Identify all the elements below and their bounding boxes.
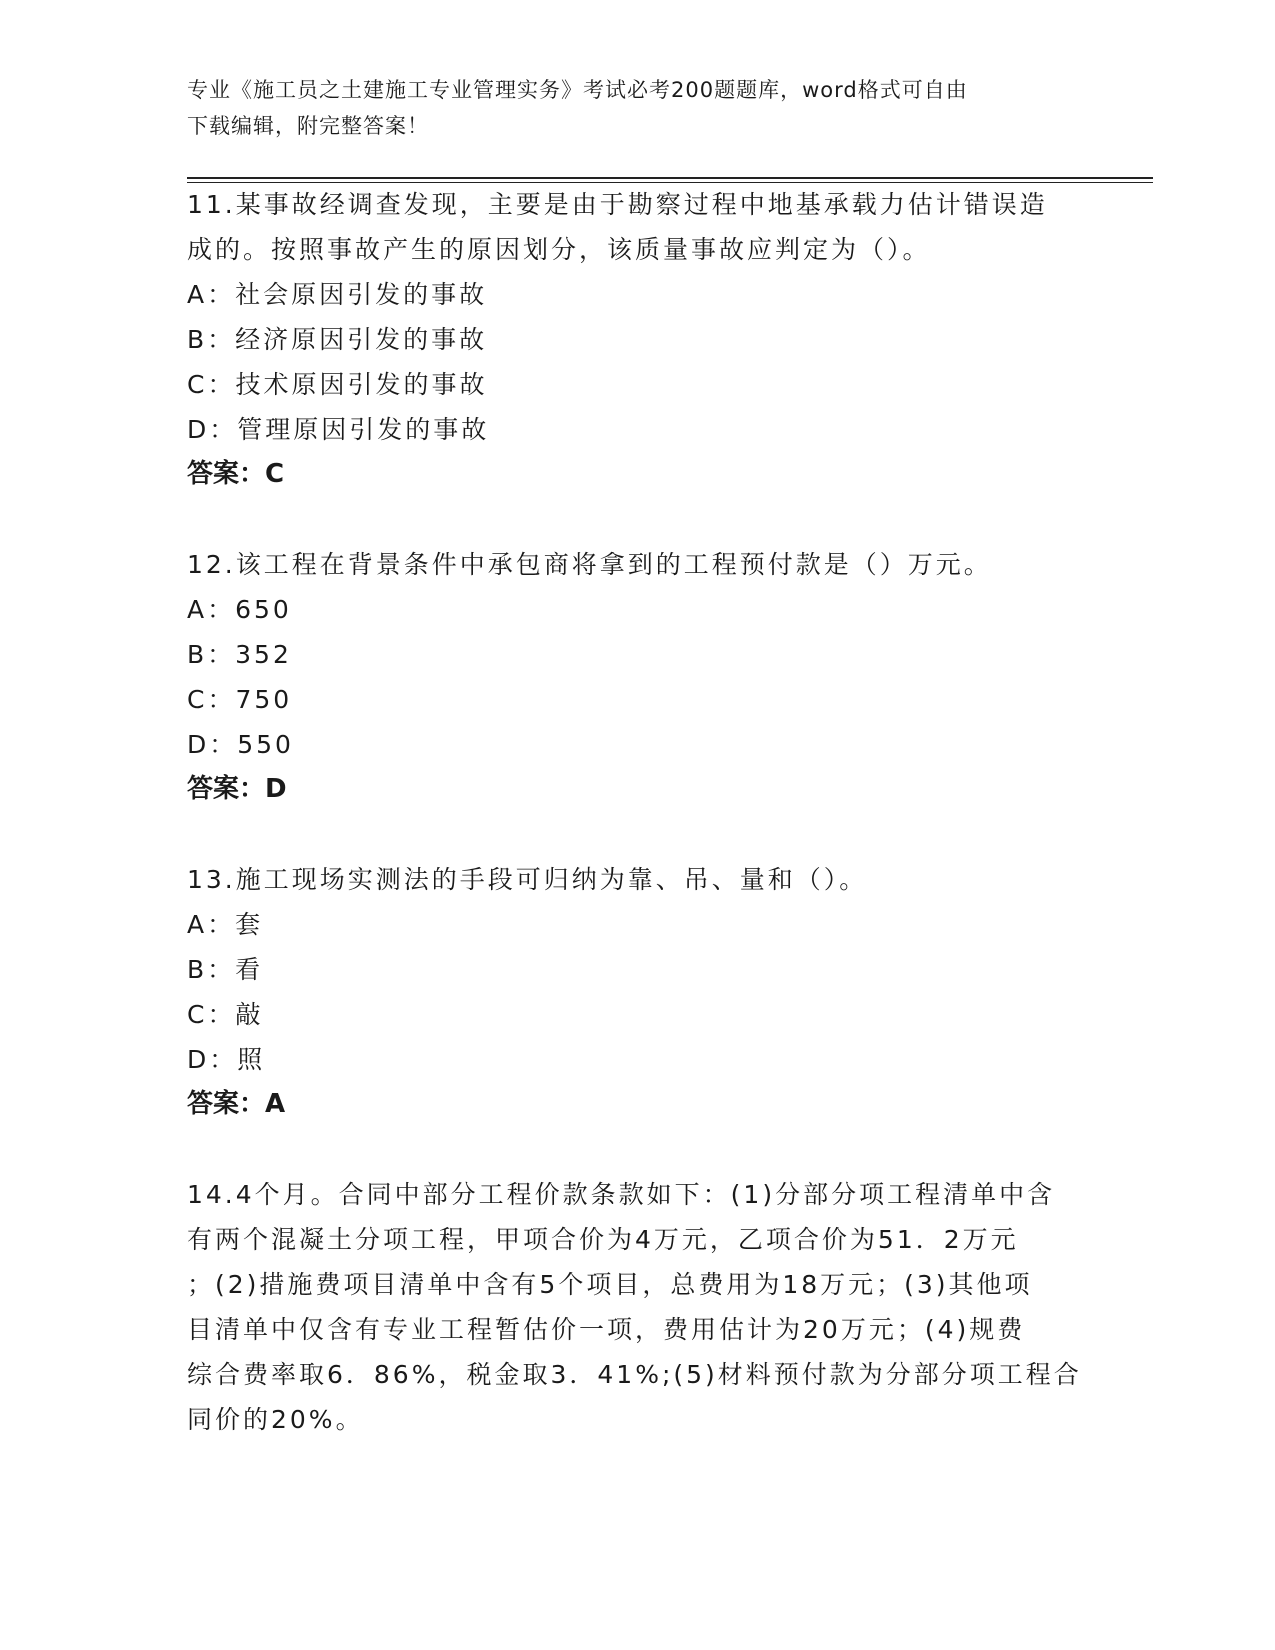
- question-11-option-d: D：管理原因引发的事故: [187, 415, 490, 444]
- question-13-option-c: C：敲: [187, 1000, 264, 1029]
- question-12-option-b: B：352: [187, 640, 292, 669]
- question-12-option-a: A：650: [187, 595, 292, 624]
- question-13-option-a: A：套: [187, 910, 264, 939]
- question-stem-line: 同价的20%。: [187, 1405, 364, 1434]
- question-12-answer: [187, 767, 287, 812]
- question-12-option-c: C：750: [187, 685, 293, 714]
- question-stem-line: 11.某事故经调查发现，主要是由于勘察过程中地基承载力估计错误造: [187, 190, 1048, 219]
- document-header: [187, 72, 1067, 144]
- answer-label: 答案：: [187, 774, 266, 804]
- header-divider-thick: [187, 177, 1153, 179]
- question-13-stem: [187, 857, 1087, 902]
- question-12-stem: [187, 542, 1087, 587]
- question-11-option-a: A：社会原因引发的事故: [187, 280, 488, 309]
- answer-label: 答案：: [187, 1089, 266, 1119]
- question-stem-line: 12.该工程在背景条件中承包商将拿到的工程预付款是（）万元。: [187, 550, 992, 579]
- question-11-stem: [187, 182, 1087, 272]
- header-line-2: 下载编辑，附完整答案！: [187, 114, 429, 138]
- question-stem-line: 目清单中仅含有专业工程暂估价一项，费用估计为20万元；(4)规费: [187, 1315, 1026, 1344]
- question-stem-line: 14.4个月。合同中部分工程价款条款如下：(1)分部分项工程清单中含: [187, 1180, 1056, 1209]
- answer-value: C: [265, 459, 285, 489]
- question-stem-line: 有两个混凝土分项工程，甲项合价为4万元，乙项合价为51．2万元: [187, 1225, 1019, 1254]
- question-13-answer: [187, 1082, 285, 1127]
- question-stem-line: ；(2)措施费项目清单中含有5个项目，总费用为18万元；(3)其他项: [187, 1270, 1033, 1299]
- question-13-option-d: D：照: [187, 1045, 266, 1074]
- answer-value: A: [265, 1089, 286, 1119]
- answer-label: 答案：: [187, 459, 266, 489]
- header-line-1: 专业《施工员之土建施工专业管理实务》考试必考200题题库，word格式可自由: [187, 78, 968, 102]
- question-14-stem: [187, 1172, 1087, 1442]
- question-stem-line: 综合费率取6．86%，税金取3．41%;(5)材料预付款为分部分项工程合: [187, 1360, 1082, 1389]
- question-stem-line: 成的。按照事故产生的原因划分，该质量事故应判定为（）。: [187, 235, 931, 264]
- answer-value: D: [265, 774, 287, 804]
- question-13-option-b: B：看: [187, 955, 264, 984]
- question-12-option-d: D：550: [187, 730, 294, 759]
- question-stem-line: 13.施工现场实测法的手段可归纳为靠、吊、量和（）。: [187, 865, 868, 894]
- question-11-option-c: C：技术原因引发的事故: [187, 370, 488, 399]
- question-11-option-b: B：经济原因引发的事故: [187, 325, 488, 354]
- question-11-answer: [187, 452, 284, 497]
